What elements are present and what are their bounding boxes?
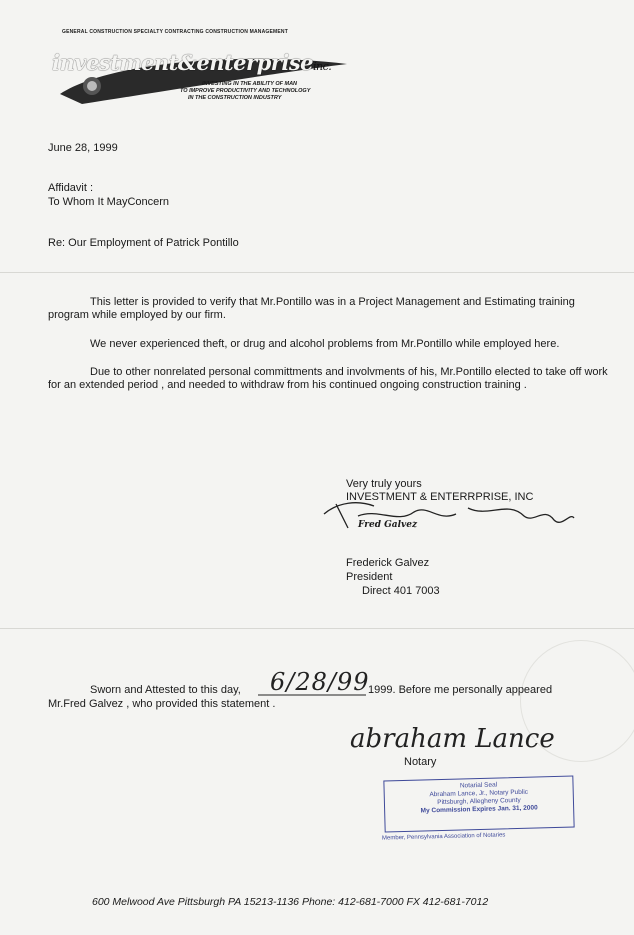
affidavit-label: Affidavit : [48,182,94,194]
paragraph-text: We never experienced theft, or drug and alcohol problems from Mr.Pontillo while employed here. [90,338,560,350]
stamp-member-line: Member, Pennsylvania Association of Notaries [381,832,506,842]
attestation-line: Mr.Fred Galvez , who provided this statement . [48,698,276,710]
paragraph-text: Due to other nonrelated personal committments and involvments of his, Mr.Pontillo elected to take off work for an extended period , and needed to withdraw from his continued ongoing construction training . [48,366,608,391]
sworn-suffix: 1999. Before me personally appeared [368,684,553,696]
fold-line [0,628,634,629]
closing: Very truly yours [346,478,422,490]
handwritten-signature [318,494,578,536]
handwritten-name: Fred Galvez [358,520,418,530]
stamp-line: My Commission Expires Jan. 31, 2000 [420,804,538,815]
company-name: investment&enterprise [52,50,314,75]
stamp-line: Abraham Lance, Jr., Notary Public [429,788,529,799]
signer-name: Frederick Galvez [346,557,430,569]
stamp-line: Pittsburgh, Allegheny County [437,796,521,807]
letterhead-top-tagline: GENERAL CONSTRUCTION SPECIALTY CONTRACTING CONSTRUCTION MANAGEMENT [62,29,288,35]
fold-line [0,272,634,273]
signer-title: President [346,571,393,583]
handwritten-date: 6/28/99 [270,668,370,696]
mission-line: IN THE CONSTRUCTION INDUSTRY [188,95,282,101]
body-paragraph [48,338,618,351]
company-logo [52,50,331,75]
notary-signature: abraham Lance [350,724,555,754]
signature-company: INVESTMENT & ENTERRPRISE, INC [346,491,534,503]
stamp-line: Notarial Seal [459,781,498,790]
paragraph-text: This letter is provided to verify that Mr.Pontillo was in a Project Management and Estimating training program while employed by our firm. [48,296,575,321]
body-paragraph [48,296,618,322]
notary-label: Notary [404,756,437,768]
letter-date: June 28, 1999 [48,142,118,154]
signer-direct-phone: Direct 401 7003 [362,585,440,597]
body-paragraph [48,366,618,392]
subject-line: Re: Our Employment of Patrick Pontillo [48,237,239,249]
sworn-prefix: Sworn and Attested to this day, [90,684,241,696]
mission-line: INVESTING IN THE ABILITY OF MAN [202,81,298,87]
notary-stamp [383,776,574,833]
company-suffix: inc. [313,60,332,73]
footer-address: 600 Melwood Ave Pittsburgh PA 15213-1136 Phone: 412-681-7000 FX 412-681-7012 [92,896,489,908]
mission-statement [180,81,310,102]
mission-line: TO IMPROVE PRODUCTIVITY AND TECHNOLOGY [180,88,311,94]
salutation: To Whom It MayConcern [48,196,170,208]
